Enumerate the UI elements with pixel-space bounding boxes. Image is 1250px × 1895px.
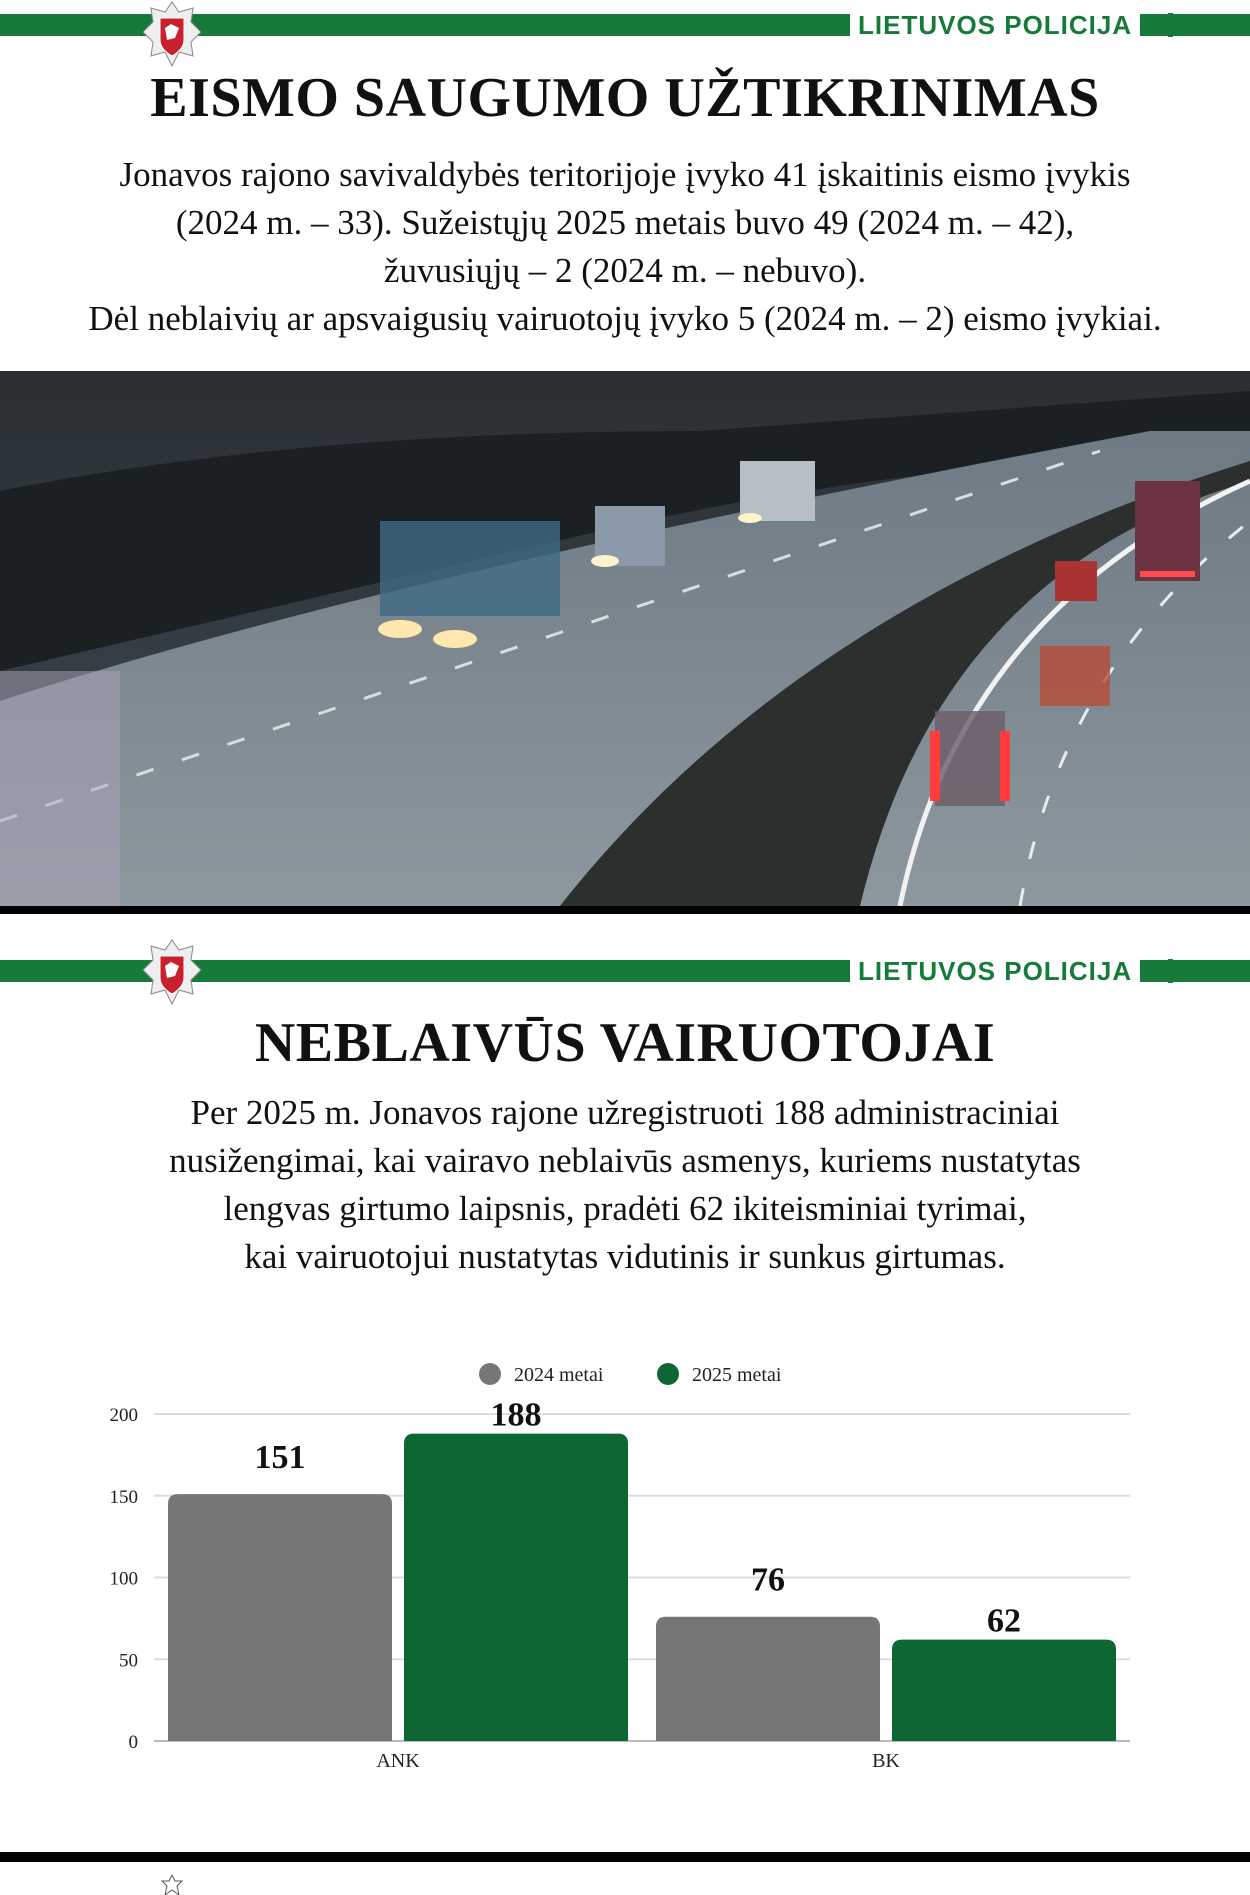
y-tick-label: 200 xyxy=(109,1405,138,1426)
divider xyxy=(0,906,1250,914)
bar-bk-2025 xyxy=(892,1640,1116,1741)
police-badge-icon xyxy=(141,0,203,70)
data-label: 62 xyxy=(987,1602,1021,1640)
bar-chart xyxy=(0,1340,1250,1790)
text-line: nusižengimai, kai vairavo neblaivūs asmenys, kuriems nustatytas xyxy=(169,1141,1081,1180)
data-label: 151 xyxy=(254,1439,306,1477)
brand-end-mark xyxy=(1168,13,1173,37)
x-category-label: ANK xyxy=(376,1750,420,1772)
y-tick-label: 0 xyxy=(128,1732,138,1753)
legend-label: 2024 metai xyxy=(514,1364,604,1386)
divider xyxy=(0,1852,1250,1862)
x-category-label: BK xyxy=(872,1750,900,1772)
text-line: Per 2025 m. Jonavos rajone užregistruoti 188 administraciniai xyxy=(190,1093,1060,1132)
text-line: Dėl neblaivių ar apsvaigusių vairuotojų įvyko 5 (2024 m. – 2) eismo įvykiai. xyxy=(88,299,1162,338)
police-badge-icon xyxy=(160,1875,184,1895)
highway-photo xyxy=(0,371,1250,906)
brand-label: LIETUVOS POLICIJA xyxy=(850,10,1140,40)
bar-ank-2024 xyxy=(168,1494,392,1741)
section-text xyxy=(0,1089,1250,1281)
intro-text xyxy=(0,151,1250,343)
data-label: 188 xyxy=(490,1396,542,1434)
bar-bk-2024 xyxy=(656,1617,880,1741)
page-title: EISMO SAUGUMO UŽTIKRINIMAS xyxy=(150,67,1100,129)
police-badge-icon xyxy=(141,938,203,1008)
data-label: 76 xyxy=(751,1561,785,1599)
y-tick-label: 50 xyxy=(119,1650,138,1672)
text-line: Jonavos rajono savivaldybės teritorijoje įvyko 41 įskaitinis eismo įvykis xyxy=(119,155,1131,194)
bar-ank-2025 xyxy=(404,1434,628,1741)
section-title: NEBLAIVŪS VAIRUOTOJAI xyxy=(254,1012,996,1074)
text-line: žuvusiųjų – 2 (2024 m. – nebuvo). xyxy=(383,251,867,290)
y-tick-label: 100 xyxy=(109,1568,138,1590)
legend-marker xyxy=(479,1363,501,1385)
text-line: lengvas girtumo laipsnis, pradėti 62 ikiteisminiai tyrimai, xyxy=(223,1189,1027,1228)
brand-end-mark xyxy=(1168,959,1173,983)
text-line: kai vairuotojui nustatytas vidutinis ir sunkus girtumas. xyxy=(244,1237,1006,1276)
brand-label: LIETUVOS POLICIJA xyxy=(850,956,1140,986)
text-line: (2024 m. – 33). Sužeistųjų 2025 metais buvo 49 (2024 m. – 42), xyxy=(175,203,1075,242)
legend-marker xyxy=(657,1363,679,1385)
y-tick-label: 150 xyxy=(109,1486,138,1508)
legend-label: 2025 metai xyxy=(692,1364,782,1386)
